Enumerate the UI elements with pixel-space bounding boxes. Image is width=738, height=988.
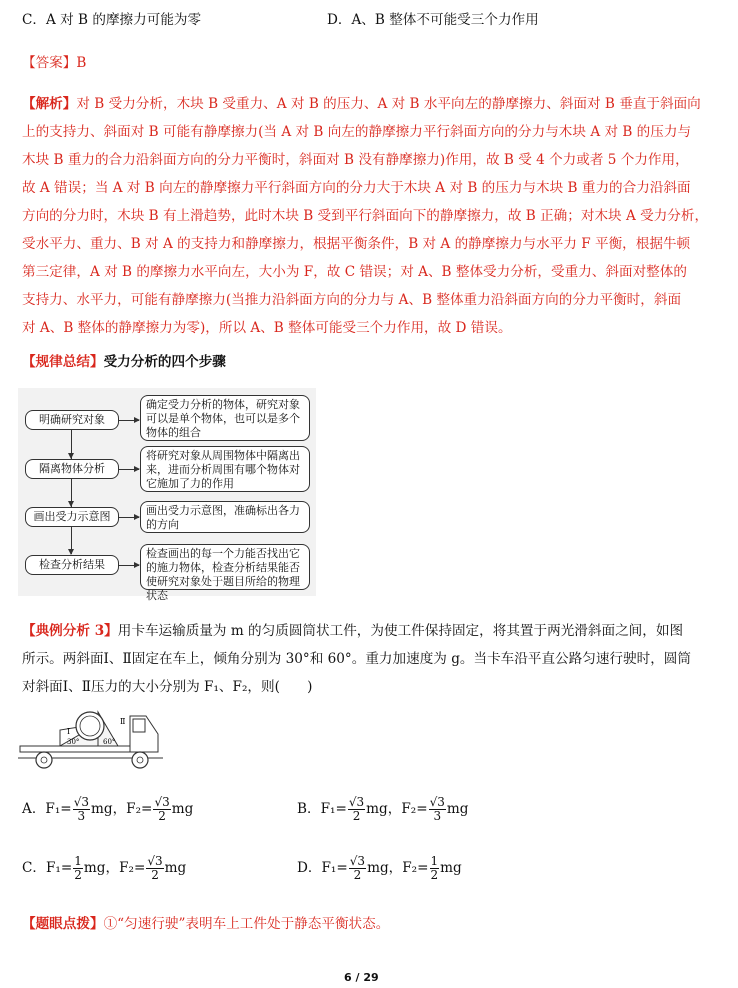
flow-desc-1: 确定受力分析的物体，研究对象可以是单个物体，也可以是多个物体的组合 — [140, 395, 310, 441]
fraction — [153, 796, 170, 823]
choice-b — [297, 796, 469, 823]
frac-den: 2 — [74, 868, 82, 882]
frac-num: √3 — [73, 795, 89, 809]
choice-f1: F₁= — [46, 860, 73, 876]
choice-a — [22, 796, 193, 823]
fraction — [73, 796, 90, 823]
fraction — [348, 796, 365, 823]
frac-num: √3 — [147, 854, 163, 868]
flow-step-4: 检查分析结果 — [25, 555, 119, 575]
analysis-line: 上的支持力、斜面对 B 可能有静摩擦力(当 A 对 B 向左的静摩擦力平行斜面方向的分力与木块 A 对 B 的压力与 — [22, 124, 692, 140]
frac-den: 2 — [158, 809, 166, 823]
frac-den: 3 — [433, 809, 442, 823]
analysis-line: 木块 B 重力的合力沿斜面方向的分力平衡时，斜面对 B 没有静摩擦力)作用，故 B 受 4 个力或者 5 个力作用， — [22, 152, 689, 168]
flow-desc-2: 将研究对象从周围物体中隔离出来，进而分析周围有哪个物体对它施加了力的作用 — [140, 446, 310, 492]
frac-den: 2 — [151, 868, 159, 882]
example-label: 【典例分析 3】 — [22, 623, 118, 639]
example-line: 对斜面Ⅰ、Ⅱ压力的大小分别为 F₁、F₂，则( ) — [22, 679, 313, 695]
fraction — [349, 855, 366, 882]
incline-2-label: Ⅱ — [120, 717, 126, 726]
choice-mid: mg，F₂= — [367, 860, 429, 876]
analysis-label: 【解析】 — [22, 96, 77, 112]
choice-d — [297, 855, 462, 882]
fraction — [73, 855, 83, 882]
example-block — [22, 617, 722, 701]
truck-figure — [18, 700, 163, 772]
analysis-line: 对 B 受力分析，木块 B 受重力、A 对 B 的压力、A 对 B 水平向左的静摩擦力、斜面对 B 垂直于斜面向 — [76, 96, 701, 112]
choice-prefix: A． — [22, 801, 46, 817]
analysis-line: 方向的分力时，木块 B 有上滑趋势，此时木块 B 受到平行斜面向下的静摩擦力，故 B 正确；对木块 A 受力分析， — [22, 208, 709, 224]
choice-f1: F₁= — [321, 860, 348, 876]
flow-arrow — [119, 420, 139, 421]
analysis-line: 第三定律，A 对 B 的摩擦力水平向左，大小为 F，故 C 错误；对 A、B 整体受力分析，受重力、斜面对整体的 — [22, 264, 687, 280]
choice-mid: mg，F₂= — [83, 860, 146, 876]
frac-num: 1 — [74, 854, 82, 868]
analysis-line: 对 A、B 整体的静摩擦力为零)，所以 A、B 整体可能受三个力作用，故 D 错误。 — [22, 320, 512, 336]
flow-arrow — [119, 565, 139, 566]
flow-arrow — [71, 488, 72, 506]
frac-den: 2 — [352, 809, 361, 823]
example-line: 所示。两斜面Ⅰ、Ⅱ固定在车上，倾角分别为 30°和 60°。重力加速度为 g。当卡车沿平直公路匀速行驶时，圆筒 — [22, 651, 691, 667]
choice-end: mg — [440, 860, 462, 876]
flow-arrow — [119, 517, 139, 518]
flow-desc-3: 画出受力示意图，准确标出各力的方向 — [140, 501, 310, 533]
frac-num: √3 — [349, 854, 366, 868]
hint-line — [22, 910, 389, 938]
option-c-text: C．A 对 B 的摩擦力可能为零 — [22, 12, 202, 28]
frac-den: 2 — [353, 868, 362, 882]
choice-f1: F₁= — [320, 801, 347, 817]
choice-prefix: D． — [297, 860, 322, 876]
flow-step-3: 画出受力示意图 — [25, 507, 119, 527]
summary-title: 受力分析的四个步骤 — [103, 354, 226, 370]
flow-desc-4: 检查画出的每一个力能否找出它的施力物体，检查分析结果能否使研究对象处于题目所给的物理状态 — [140, 544, 310, 590]
example-line: 用卡车运输质量为 m 的匀质圆筒状工件，为使工件保持固定，将其置于两光滑斜面之间，如图 — [117, 623, 684, 639]
page-number: 6 / 29 — [344, 971, 379, 984]
frac-num: √3 — [154, 795, 170, 809]
fraction — [146, 855, 163, 882]
option-d-text: D．A、B 整体不可能受三个力作用 — [327, 12, 539, 28]
flow-step-2: 隔离物体分析 — [25, 459, 119, 479]
choice-f1: F₁= — [45, 801, 72, 817]
fraction — [429, 796, 446, 823]
choice-end: mg — [446, 801, 469, 817]
hint-text: ①“匀速行驶”表明车上工件处于静态平衡状态。 — [103, 916, 390, 932]
frac-num: √3 — [429, 795, 445, 809]
choice-prefix: B． — [297, 801, 321, 817]
flow-step-1: 明确研究对象 — [25, 410, 119, 430]
choice-end: mg — [171, 801, 194, 817]
choice-mid: mg，F₂= — [90, 801, 153, 817]
analysis-line: 故 A 错误；当 A 对 B 向左的静摩擦力平行斜面方向的分力大于木块 A 对 B 的压力与木块 B 重力的合力沿斜面 — [22, 180, 691, 196]
choice-end: mg — [164, 860, 187, 876]
angle-2-label: 60° — [103, 738, 116, 746]
analysis-line: 受水平力、重力、B 对 A 的支持力和静摩擦力，根据平衡条件，B 对 A 的静摩擦力与水平力 F 平衡，根据牛顿 — [22, 236, 691, 252]
flow-arrow — [119, 469, 139, 470]
choice-prefix: C． — [22, 860, 46, 876]
frac-num: √3 — [348, 795, 365, 809]
answer-text: 【答案】B — [22, 55, 87, 71]
summary-label: 【规律总结】 — [22, 354, 104, 370]
choice-mid: mg，F₂= — [366, 801, 428, 817]
hint-label: 【题眼点拨】 — [22, 916, 104, 932]
flow-arrow — [71, 438, 72, 458]
fraction — [430, 855, 440, 882]
summary-heading — [22, 348, 226, 376]
analysis-block — [22, 90, 722, 342]
analysis-line: 支持力、水平力，可能有静摩擦力(当推力沿斜面方向的分力与 A、B 整体重力沿斜面方向的分力平衡时，斜面 — [22, 292, 682, 308]
choice-c — [22, 855, 186, 882]
flowchart — [18, 388, 316, 602]
frac-num: 1 — [430, 854, 439, 868]
frac-den: 2 — [430, 868, 439, 882]
angle-1-label: 30° — [67, 738, 80, 746]
incline-1-label: Ⅰ — [67, 727, 71, 736]
frac-den: 3 — [77, 809, 86, 823]
flow-arrow — [71, 526, 72, 554]
